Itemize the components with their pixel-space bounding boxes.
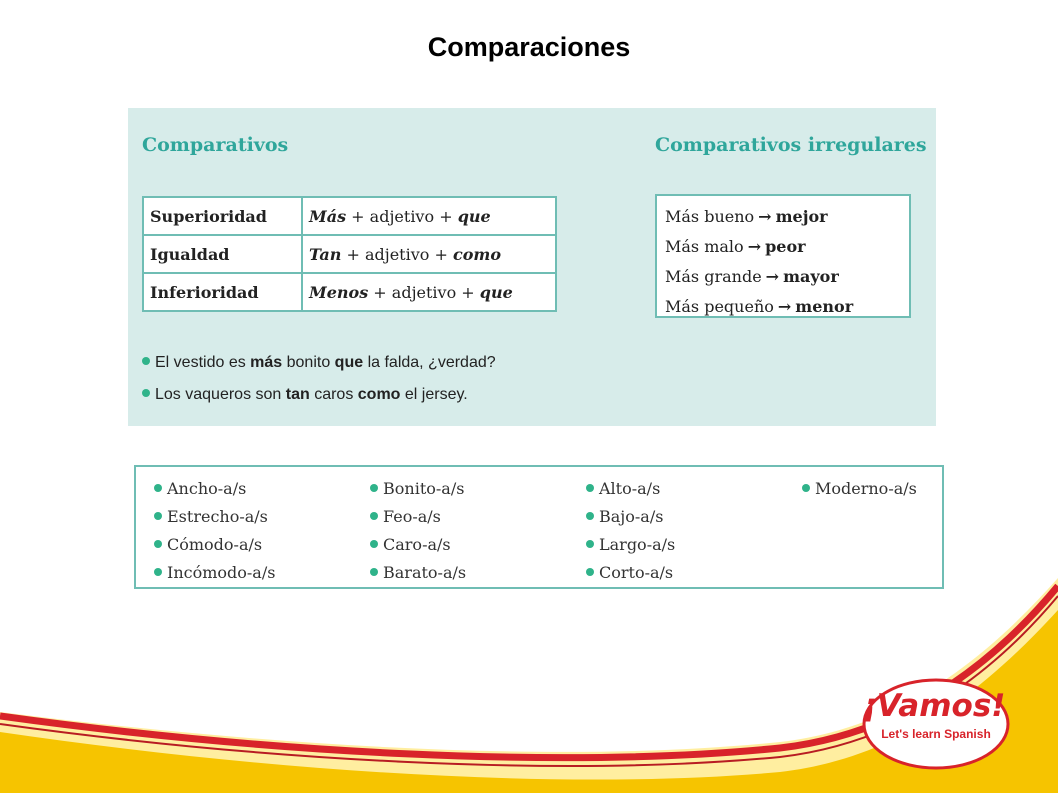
irregulares-heading: Comparativos irregulares xyxy=(655,134,927,156)
irregular-to: peor xyxy=(765,237,806,256)
adjective-text: Largo-a/s xyxy=(599,535,676,554)
rule-word: Menos xyxy=(309,282,369,302)
adjective-text: Bajo-a/s xyxy=(599,507,664,526)
irregular-to: mejor xyxy=(775,207,828,226)
adjective-text: Barato-a/s xyxy=(383,563,467,582)
comparativos-heading: Comparativos xyxy=(142,134,289,156)
rule-middle: + adjetivo + xyxy=(368,282,480,302)
logo-tagline: Let's learn Spanish xyxy=(881,727,991,741)
adjective-text: Moderno-a/s xyxy=(815,479,917,498)
row-label: Inferioridad xyxy=(143,273,302,311)
arrow-icon: → xyxy=(747,237,762,256)
irregular-to: menor xyxy=(795,297,854,316)
rule-middle: + adjetivo + xyxy=(346,206,458,226)
example-keyword: tan xyxy=(285,386,310,403)
irregular-to: mayor xyxy=(783,267,839,286)
adjective-text: Caro-a/s xyxy=(383,535,451,554)
rule-middle: + adjetivo + xyxy=(341,244,453,264)
irregular-from: Más grande xyxy=(665,267,762,286)
example-text: Los vaqueros son xyxy=(155,386,286,403)
irregular-from: Más bueno xyxy=(665,207,755,226)
example-text: bonito xyxy=(282,354,335,371)
rule-word: que xyxy=(457,206,491,226)
example-keyword: que xyxy=(334,354,364,371)
rule-word: que xyxy=(479,282,513,302)
logo-brand-text: ¡Vamos! xyxy=(862,688,1006,724)
adjective-text: Alto-a/s xyxy=(599,479,661,498)
arrow-icon: → xyxy=(777,297,792,316)
row-label: Igualdad xyxy=(143,235,302,273)
rule-word: Tan xyxy=(309,244,342,264)
rule-word: como xyxy=(452,244,501,264)
example-text: El vestido es xyxy=(155,354,251,371)
adjective-text: Cómodo-a/s xyxy=(167,535,263,554)
example-keyword: más xyxy=(250,354,283,371)
arrow-icon: → xyxy=(765,267,780,286)
adjective-text: Estrecho-a/s xyxy=(167,507,268,526)
example-text: caros xyxy=(309,386,358,403)
irregular-from: Más pequeño xyxy=(665,297,774,316)
adjective-text: Incómodo-a/s xyxy=(167,563,276,582)
example-text: la falda, ¿verdad? xyxy=(363,354,496,371)
arrow-icon: → xyxy=(758,207,772,226)
adjective-text: Feo-a/s xyxy=(383,507,441,526)
adjective-text: Bonito-a/s xyxy=(383,479,465,498)
adjective-text: Ancho-a/s xyxy=(167,479,247,498)
irregular-from: Más malo xyxy=(665,237,744,256)
vamos-logo-icon xyxy=(858,672,1014,772)
example-keyword: como xyxy=(357,386,401,403)
vamos-logo xyxy=(858,672,1014,772)
row-label: Superioridad xyxy=(143,197,302,235)
page-title: Comparaciones xyxy=(427,32,631,62)
example-text: el jersey. xyxy=(400,386,468,403)
rule-word: Más xyxy=(309,206,347,226)
adjective-text: Corto-a/s xyxy=(599,563,674,582)
